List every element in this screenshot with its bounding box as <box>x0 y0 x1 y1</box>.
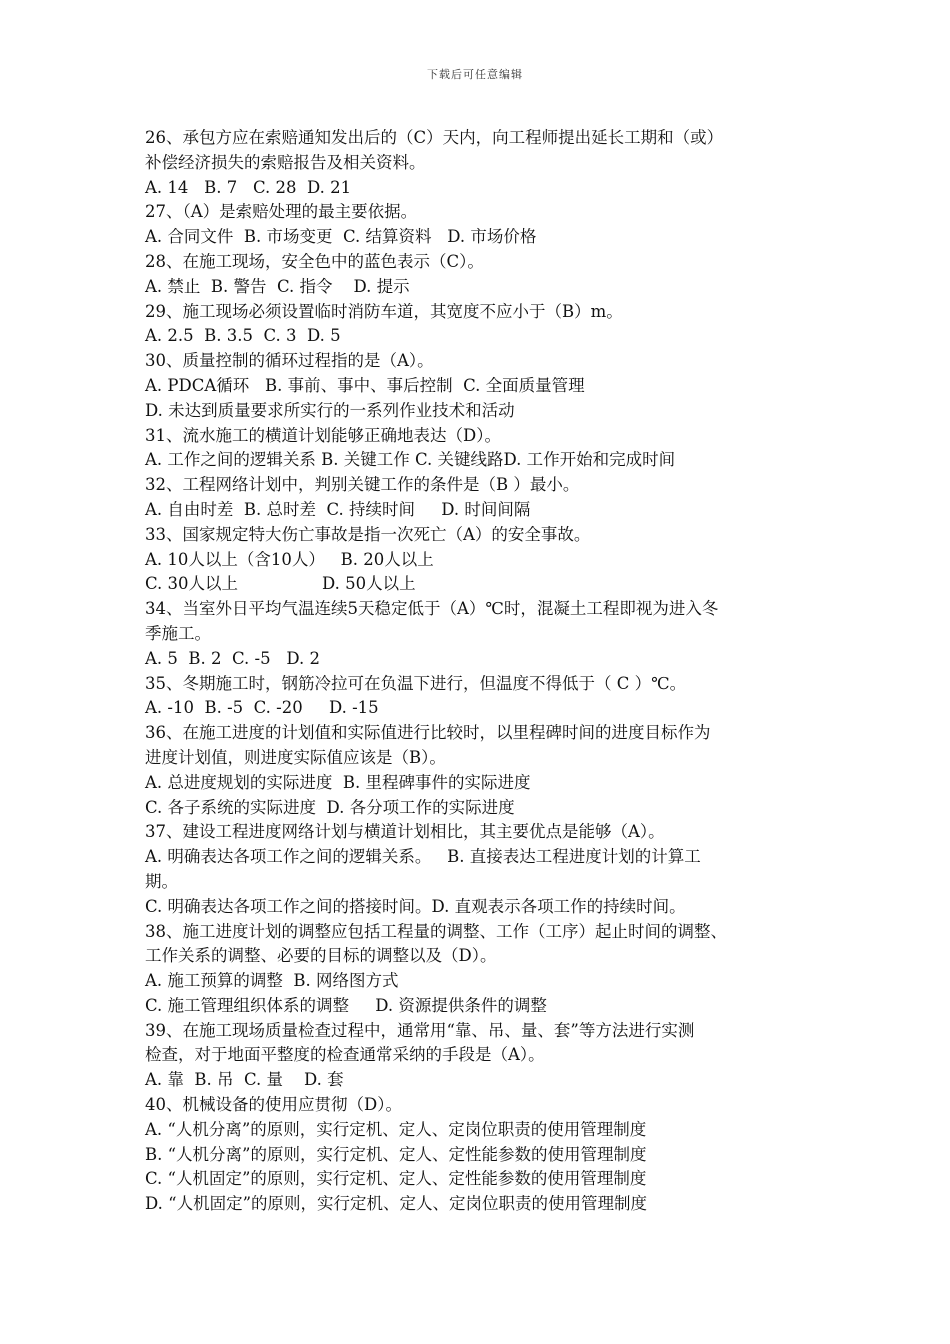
text-line: A. PDCA循环 B. 事前、事中、事后控制 C. 全面质量管理 <box>145 375 585 395</box>
text-line: 40、机械设备的使用应贯彻（D）。 <box>145 1095 402 1115</box>
text-line: D. 未达到质量要求所实行的一系列作业技术和活动 <box>145 400 515 420</box>
text-line: B. “人机分离”的原则，实行定机、定人、定性能参数的使用管理制度 <box>145 1144 647 1164</box>
text-line: 28、在施工现场，安全色中的蓝色表示（C）。 <box>145 251 484 271</box>
text-line: A. -10 B. -5 C. -20 D. -15 <box>145 698 379 718</box>
text-line: A. 禁止 B. 警告 C. 指令 D. 提示 <box>145 276 410 296</box>
text-line: C. 明确表达各项工作之间的搭接时间。D. 直观表示各项工作的持续时间。 <box>145 896 686 916</box>
text-line: 27、（A）是索赔处理的最主要依据。 <box>145 202 418 222</box>
text-line: A. 总进度规划的实际进度 B. 里程碑事件的实际进度 <box>145 772 531 792</box>
text-line: 34、当室外日平均气温连续5天稳定低于（A）℃时，混凝土工程即视为进入冬 <box>145 599 719 619</box>
text-line: 37、建设工程进度网络计划与横道计划相比，其主要优点是能够（A）。 <box>145 822 665 842</box>
text-line: A. 2.5 B. 3.5 C. 3 D. 5 <box>145 326 341 346</box>
text-line: 35、冬期施工时，钢筋冷拉可在负温下进行，但温度不得低于（ C ）℃。 <box>145 673 687 693</box>
text-line: A. 工作之间的逻辑关系 B. 关键工作 C. 关键线路D. 工作开始和完成时间 <box>145 450 676 470</box>
text-line: C. “人机固定”的原则，实行定机、定人、定性能参数的使用管理制度 <box>145 1169 647 1189</box>
text-line: 31、流水施工的横道计划能够正确地表达（D）。 <box>145 425 501 445</box>
text-line: 补偿经济损失的索赔报告及相关资料。 <box>145 152 426 172</box>
text-line: 进度计划值，则进度实际值应该是（B）。 <box>145 747 446 767</box>
text-line: 期。 <box>145 871 178 891</box>
text-line: A. 自由时差 B. 总时差 C. 持续时间 D. 时间间隔 <box>145 499 531 519</box>
document-body <box>145 126 835 1217</box>
text-line: 工作关系的调整、必要的目标的调整以及（D）。 <box>145 946 497 966</box>
text-line: 33、国家规定特大伤亡事故是指一次死亡（A）的安全事故。 <box>145 524 591 544</box>
text-line: A. 10人以上（含10人） B. 20人以上 <box>145 549 434 569</box>
text-line: 38、施工进度计划的调整应包括工程量的调整、工作（工序）起止时间的调整、 <box>145 921 727 941</box>
text-line: C. 各子系统的实际进度 D. 各分项工作的实际进度 <box>145 797 515 817</box>
text-line: 32、工程网络计划中，判别关键工作的条件是（B ）最小。 <box>145 475 580 495</box>
text-line: A. 合同文件 B. 市场变更 C. 结算资料 D. 市场价格 <box>145 227 537 247</box>
text-line: A. 靠 B. 吊 C. 量 D. 套 <box>145 1070 344 1090</box>
text-line: A. 明确表达各项工作之间的逻辑关系。 B. 直接表达工程进度计划的计算工 <box>145 847 701 867</box>
text-line: 39、在施工现场质量检查过程中，通常用“靠、吊、量、套”等方法进行实测 <box>145 1020 695 1040</box>
text-line: A. 5 B. 2 C. -5 D. 2 <box>145 648 320 668</box>
text-line: 季施工。 <box>145 623 211 643</box>
text-line: 36、在施工进度的计划值和实际值进行比较时，以里程碑时间的进度目标作为 <box>145 723 711 743</box>
text-line: C. 30人以上 D. 50人以上 <box>145 574 416 594</box>
text-line: A. 施工预算的调整 B. 网络图方式 <box>145 971 399 991</box>
text-line: 26、承包方应在索赔通知发出后的（C）天内，向工程师提出延长工期和（或） <box>145 128 724 147</box>
text-line: A. “人机分离”的原则，实行定机、定人、定岗位职责的使用管理制度 <box>145 1119 647 1139</box>
text-line: A. 14 B. 7 C. 28 D. 21 <box>145 177 352 197</box>
page-header-note: 下载后可任意编辑 <box>427 68 523 81</box>
text-line: 29、施工现场必须设置临时消防车道，其宽度不应小于（B）m。 <box>145 301 623 321</box>
text-line: 30、质量控制的循环过程指的是（A）。 <box>145 351 434 371</box>
text-line: D. “人机固定”的原则，实行定机、定人、定岗位职责的使用管理制度 <box>145 1194 648 1214</box>
text-line: C. 施工管理组织体系的调整 D. 资源提供条件的调整 <box>145 995 547 1015</box>
text-line: 检查，对于地面平整度的检查通常采纳的手段是（A）。 <box>145 1045 545 1065</box>
